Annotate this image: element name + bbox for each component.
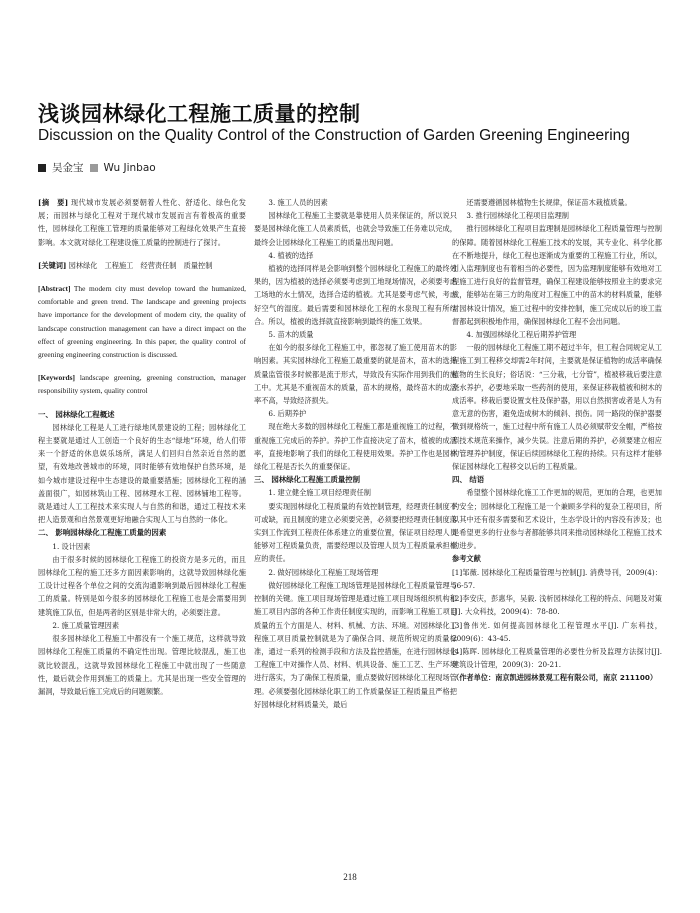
gray-square-icon: [90, 164, 98, 172]
paragraph: 现在绝大多数的园林绿化工程施工都是重视施工的过程，不重视施工完成后的养护。养护工作直接决定了苗木，植被的成活率，直接地影响了我们的绿化工程使用效果。养护工作也是园林绿化工程是否长久的重要保证。: [254, 422, 457, 472]
paragraph: 1. 建立健全施工项目经理责任制: [268, 488, 371, 498]
abstract-en-label: [Abstract]: [38, 284, 71, 294]
paragraph: 要实现园林绿化工程质量的有效控制管理，经理责任制度不可或缺，而且制度的建立必须要完善，必须要把经理责任制度落实到工作流到工程责任体系建立的重要位置，保证项目经理人员能够对工程质量负责，需要经理以及管理人员为工程质量承担相应的责任。: [254, 501, 457, 564]
paragraph: 很多园林绿化工程施工中都没有一个施工规范，这样就导致园林绿化工程施工质量的不确定性出现。管理比较混乱，施工也就比较混乱，这就导致园林绿化工程施工中就出现了一些随意性，最后就会作用到施工的质量上。尤其是出现一些安全管理的漏洞，导致最后施工完成后的问题频繁。: [38, 634, 246, 696]
reference-item: [2]李安庆，彭惠华，吴毅. 浅析园林绿化工程的特点、问题及对策[J]. 大众科技，2009(4)：78-80.: [452, 594, 662, 617]
references-list: [452, 566, 662, 672]
paragraph: 推行园林绿化工程项目监理制是园林绿化工程质量管理与控制的保障。随着园林绿化工程施工技术的发展，其专业化、科学化都在不断地提升，绿化工程也逐渐成为重要的工程施工行业，所以，引入监理制度也有着相当的必要性，因为监理制度能够有效地对工程施工进行良好的监督管理，确保工程建设能够按照业主的要求完成，能够站在第三方的角度对工程施工中的苗木的材料质量，能够对园林设计情况，施工过程中的安排控制，施工完成以后的竣工监督都起到积极地作用，确保园林绿化工程不会出问题。: [452, 224, 662, 326]
author-name-cn: 吴金宝: [52, 162, 84, 174]
black-square-icon: [38, 164, 46, 172]
section-heading: 一、 园林绿化工程概述: [38, 409, 115, 419]
reference-item: [4]陈晖. 园林绿化工程质量管理的必要性分析及监理方法探讨[J]. 建筑设计管理，2009(3)：20-21.: [452, 646, 662, 670]
paragraph: 植被的选择同样是会影响到整个园林绿化工程施工的最终效果的，因为植被的选择必须要考虑到工地现场情况，必须要考虑工场地的水土情况，选择合适的植被。尤其是要考虑气候，考虑好空气的湿度。最后需要和园林绿化工程的水泉现工程有所结合。所以，植被的选择就直接影响到最终的施工效果。: [254, 264, 457, 326]
references-heading: 参考文献: [452, 554, 481, 564]
paragraph: 3. 推行园林绿化工程项目监理制: [466, 211, 569, 221]
abstract-cn-text: 现代城市发展必须要朝着人性化、舒适化、绿色化发展；而园林与绿化工程对于现代城市发展而言有着极高的重要性，园林绿化工程施工管理的质量能够对工程绿化效果产生直接影响。本文就对绿化工程建设施工质量的控制进行了探讨。: [38, 198, 246, 247]
section-heading: 四、 结语: [452, 475, 485, 485]
reference-item: [1]邹薇. 园林绿化工程质量管理与控制[J]. 消费导刊，2009(4)：56-57.: [452, 567, 662, 590]
abstract-cn: [38, 196, 246, 249]
reference-item: [3]鲁伟光. 如何提高园林绿化工程管理水平[J]. 广东科技，2009(6)：43-45.: [452, 620, 662, 643]
abstract-label: [摘 要]: [38, 198, 69, 207]
abstract-en-text: The modern city must develop toward the humanized, comfortable and green trend. The landscape and greening projects have importance for the development of modern city, the quality of landscape construction management can have a direct impact on the effect of greening engineering. In this paper, the quality control of greening engineering construction is discussed.: [38, 284, 246, 360]
column-3: [452, 196, 662, 685]
paragraph: 由于很多时候的园林绿化工程施工的投资方是多元的，而且园林绿化工程的施工还多方面因素影响的，这就导致园林绿化施工设计过程各个单位之间的交流沟通影响到最后园林绿化工程施工的质量。特别是如今很多的园林绿化工程施工也是会需要用到建筑施工队伍，但是两者的区别是非常大的，必须要注意。: [38, 554, 246, 617]
column-2-body: [254, 196, 457, 711]
column-2: [254, 196, 457, 711]
section-heading: 二、 影响园林绿化工程施工质量的因素: [38, 528, 167, 538]
article-title-cn: 浅谈园林绿化工程施工质量的控制: [38, 102, 361, 126]
page-number: 218: [343, 872, 357, 882]
keywords-label: [关键词]: [38, 260, 67, 270]
author-affiliation: （作者单位：南京凯进园林景观工程有限公司，南京 211100）: [452, 673, 658, 683]
column-3-body: [452, 196, 662, 552]
keywords-en: [38, 371, 246, 397]
keywords-en-label: [Keywords]: [38, 373, 75, 383]
paragraph: 园林绿化工程是人工进行绿地风景建设的工程；园林绿化工程主要就是通过人工创造一个良好的生态“绿地”环境，给人们带来一个舒适的休息娱乐场所，满足人们回归自然亲近自然的愿望，有效地改善城市的环境，同时能够有效地保护自然环境，是如今城市建设过程中生态建设的最重要措施；园林绿化工程的涵盖面很广，如园林筑山工程、园林理水工程、园林铺地工程等。就是通过人工工程技术来实现人与自然的和谐，通过工程技术来把人造景观和自然景观更好地融合实现人工与自然的一体化。: [38, 422, 246, 525]
paragraph: 2. 做好园林绿化工程施工现场管理: [268, 567, 379, 577]
keywords-cn: [38, 259, 246, 272]
section-heading: 三、 园林绿化工程施工质量控制: [254, 475, 361, 485]
paragraph: 在如今的很多绿化工程施工中，都忽视了施工使用苗木的影响因素。其实园林绿化工程施工最重要的就是苗木，苗木的选择质量监管很多时候都是流于形式，导致没有实际作用到我们的施工中。尤其是不重视苗木的质量，苗木的规格，最终苗木的成活率不高，导致经济损失。: [254, 343, 457, 406]
keywords-cn-text: 园林绿化 工程施工 经营责任制 质量控制: [68, 260, 213, 270]
paragraph: 园林绿化工程施工主要就是靠使用人员来保证的，所以说只要是园林绿化施工人员素质低，也就会导致施工任务难以完成，最终会让园林绿化工程施工的质量出现问题。: [254, 211, 457, 247]
abstract-en: [38, 282, 246, 361]
article-title-en: Discussion on the Quality Control of the Construction of Garden Greening Engineering: [38, 127, 630, 144]
paragraph: 3. 施工人员的因素: [268, 198, 328, 207]
column-1-body: [38, 408, 246, 698]
author-line: [38, 160, 156, 175]
keywords-en-text: landscape greening, greening construction, manager responsibility system, quality control: [38, 373, 246, 396]
paragraph: 一般的园林绿化工程施工期不超过半年，但工程合同规定从工程施工到工程移交却需2年时间，主要就是保证植物的成活率确保植物的生长良好；俗话说：“三分栽，七分管”，植被移栽后要注意浇水养护，必要地采取一些药剂的使用，来保证移栽植被和树木的成活率。移栽后要设置支柱及保护器，用以自然损害或者是人为有意无意的伤害，避免造成树木的倾斜、损伤。同一路段的保护器要做到规格统一，施工过程中所有施工人员必须赋带安全帽，严格按照技术规范来操作，减少失误。注意后期的养护，必须要建立相应的管理养护制度，保证后续园林绿化工程的持续。只有这样才能够保证园林绿化工程移交以后的工程质量。: [452, 343, 662, 472]
paragraph: 还需要遵循园林植物生长规律，保证苗木栽植质量。: [466, 198, 632, 207]
paragraph: 1. 设计因素: [52, 541, 91, 551]
paragraph: 希望整个园林绿化施工工作更加的规范，更加的合理，也更加的安全；园林绿化工程施工是一个兼顾多学科的复杂工程项目，所以其中还有很多需要和艺术设计，生态学设计的内容没有涉及；也是希望更多的行业参与者都能够共同来推动园林绿化工程施工技术的进步。: [452, 488, 662, 551]
paragraph: 做好园林绿化工程施工现场管理是园林绿化工程质量管理与控制的关键。施工项目现场管理是通过施工项目现场组织机构和施工项目内部的各种工作责任制度实现的，而影响工程施工项目质量的五个方面是人、材料、机械、方法、环境。对园林绿化工程施工项目质量控制就是为了确保合同、规范所规定的质量标准，通过一系列的检测手段和方法及监控措施，在进行园林绿化工程施工中对操作人员、材料、机具设备、施工工艺、生产环境进行落实，为了确保工程质量，重点要做好园林绿化工程现场管理。必须要强化园林绿化职工的工作质量保证工程质量且严格把好园林绿化材料质量关，最后: [254, 580, 457, 709]
author-name-en: Wu Jinbao: [103, 161, 156, 174]
paragraph: 2. 施工质量管理因素: [52, 620, 120, 630]
paragraph: 4. 加强园林绿化工程后期养护管理: [466, 330, 577, 340]
paragraph: 5. 苗木的质量: [268, 330, 314, 340]
column-1: [38, 196, 246, 698]
paragraph: 4. 植被的选择: [268, 250, 314, 260]
paragraph: 6. 后期养护: [268, 409, 307, 419]
